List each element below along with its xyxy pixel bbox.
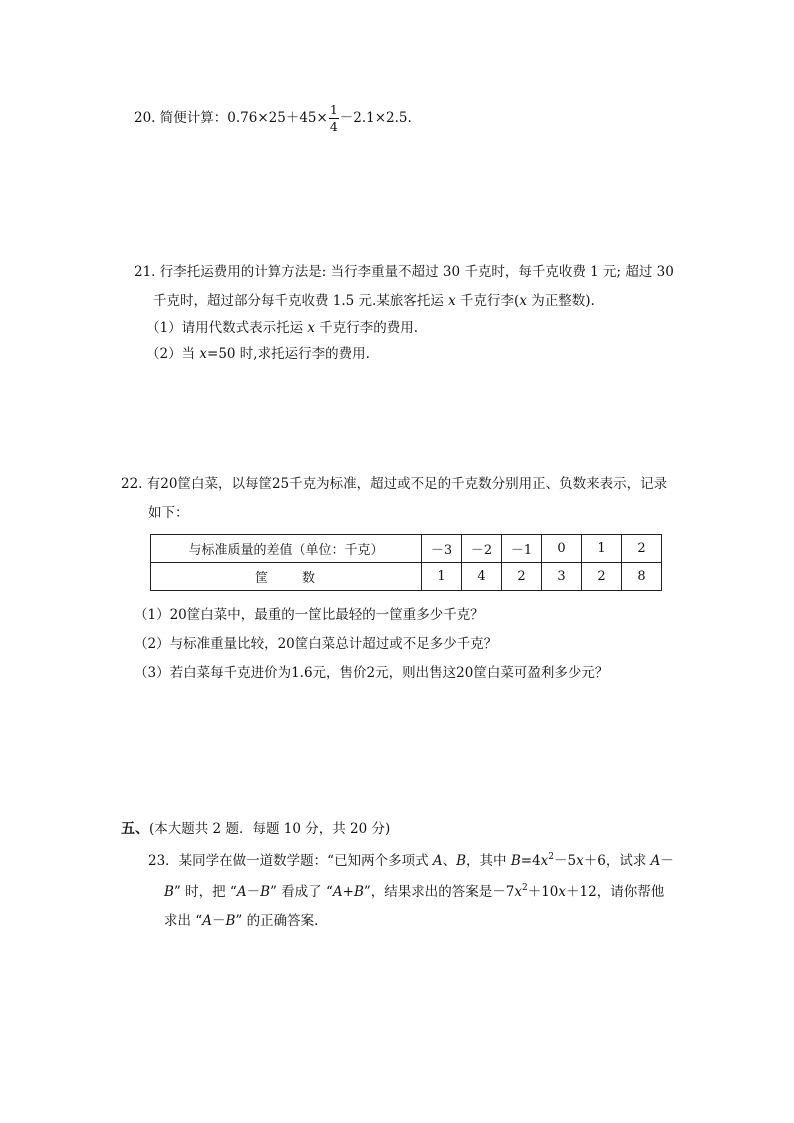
q23-text: ” 看成了 “ <box>269 884 333 900</box>
q23-text: ，其中 <box>466 853 511 869</box>
q23-line-1 <box>148 851 674 871</box>
q23-var-a: A <box>202 913 212 929</box>
table-cell: 8 <box>622 563 662 591</box>
q23-var-b: B <box>225 913 236 929</box>
q23-var-b: B <box>510 853 521 869</box>
q23-var-a: A <box>332 884 343 900</box>
q23-var-x: x <box>558 884 567 900</box>
q20-expr-before: 0.76×25＋45× <box>227 110 328 126</box>
q23-text: － <box>211 913 226 929</box>
table-cell: 1 <box>582 535 622 563</box>
q22-data-table <box>150 534 662 591</box>
q22-sub-2: （2）与标准重量比较，20筐白菜总计超过或不足多少千克？ <box>134 636 498 652</box>
q21-var-x: x <box>448 293 456 309</box>
q23-text: ” 时，把 “ <box>173 884 237 900</box>
q23-var-x: x <box>540 853 549 869</box>
q23-var-a: A <box>236 884 247 900</box>
q23-text: ＋6，试求 <box>583 853 651 869</box>
table-cell: 0 <box>542 535 582 563</box>
q20-label: 20. 简便计算： <box>134 110 228 126</box>
q23-text: 、 <box>442 853 457 869</box>
q23-text: 23．某同学在做一道数学题：“已知两个多项式 <box>148 853 433 869</box>
q23-text: + <box>342 884 354 900</box>
q21-line-2-text-c: 为正整数). <box>526 293 595 309</box>
q20-frac-denominator: 4 <box>329 118 338 134</box>
q23-var-b: B <box>456 853 467 869</box>
section-5-desc: (本大题共 2 题．每题 10 分，共 20 分) <box>149 821 391 837</box>
q21-line-2 <box>153 291 595 311</box>
q21-var-x: x <box>519 293 527 309</box>
q23-var-x: x <box>576 853 584 869</box>
q23-var-b: B <box>260 884 270 900</box>
q22-sub-1: （1）20筐白菜中，最重的一筐比最轻的一筐重多少千克？ <box>134 607 484 623</box>
q23-var-x: x <box>514 884 522 900</box>
q23-var-a: A <box>650 853 661 869</box>
table-cell: －1 <box>502 535 542 563</box>
table-cell: 2 <box>582 563 622 591</box>
q22-line-1: 22. 有20筐白菜，以每筐25千克为标准，超过或不足的千克数分别用正、负数来表示，记录 <box>121 476 668 492</box>
q23-text: － <box>246 884 261 900</box>
q21-line-1: 21. 行李托运费用的计算方法是: 当行李重量不超过 30 千克时，每千克收费 1 元; 超过 30 <box>134 264 674 280</box>
table-cell: －3 <box>422 535 462 563</box>
q23-text: ”，结果求出的答案是－7 <box>363 884 515 900</box>
q23-line-3 <box>164 911 318 931</box>
q23-exponent: 2 <box>521 882 528 893</box>
q23-text: 求出 “ <box>164 913 203 929</box>
table-header-difference: 与标准质量的差值（单位：千克） <box>151 535 422 563</box>
q21-sub-1-text-b: 千克行李的费用. <box>315 320 419 336</box>
table-cell: 2 <box>622 535 662 563</box>
q21-sub-2-text-a: （2）当 <box>146 346 200 362</box>
q21-sub-1 <box>146 318 418 338</box>
table-cell: 1 <box>422 563 462 591</box>
q20-fraction <box>329 104 339 133</box>
table-header-basket-count: 筐数 <box>151 563 422 591</box>
q23-text: =4 <box>520 853 541 869</box>
q21-var-x: x <box>307 320 316 336</box>
q23-text: －5 <box>554 853 577 869</box>
q21-var-x: x <box>199 346 208 362</box>
q23-var-a: A <box>432 853 443 869</box>
q23-line-2 <box>164 882 664 902</box>
q21-line-2-text-b: 千克行李( <box>455 293 520 309</box>
q20-expr-after: －2.1×2.5. <box>339 110 412 126</box>
q23-var-b: B <box>353 884 364 900</box>
table-cell: 4 <box>462 563 502 591</box>
q23-text: － <box>660 853 674 869</box>
q21-sub-1-text-a: （1）请用代数式表示托运 <box>146 320 308 336</box>
question-20 <box>134 104 412 133</box>
q23-var-b: B <box>164 884 174 900</box>
q23-text: ＋10 <box>527 884 559 900</box>
q23-text: ＋12，请你帮他 <box>566 884 665 900</box>
q21-sub-2-text-b: =50 时,求托运行李的费用. <box>207 346 370 362</box>
table-cell: －2 <box>462 535 502 563</box>
q23-text: ” 的正确答案. <box>235 913 319 929</box>
q23-exponent: 2 <box>548 851 555 862</box>
q22-sub-3: （3）若白菜每千克进价为1.6元，售价2元，则出售这20筐白菜可盈利多少元？ <box>134 665 609 681</box>
q21-sub-2 <box>146 344 370 364</box>
q20-frac-numerator: 1 <box>329 102 338 117</box>
q22-line-2: 如下： <box>148 505 189 521</box>
table-cell: 2 <box>502 563 542 591</box>
section-5-title: 五、 <box>121 821 149 837</box>
q21-line-2-text-a: 千克时，超过部分每千克收费 1.5 元.某旅客托运 <box>153 293 449 309</box>
table-row <box>151 563 662 591</box>
table-cell: 3 <box>542 563 582 591</box>
table-row <box>151 535 662 563</box>
section-5-heading <box>121 819 390 839</box>
